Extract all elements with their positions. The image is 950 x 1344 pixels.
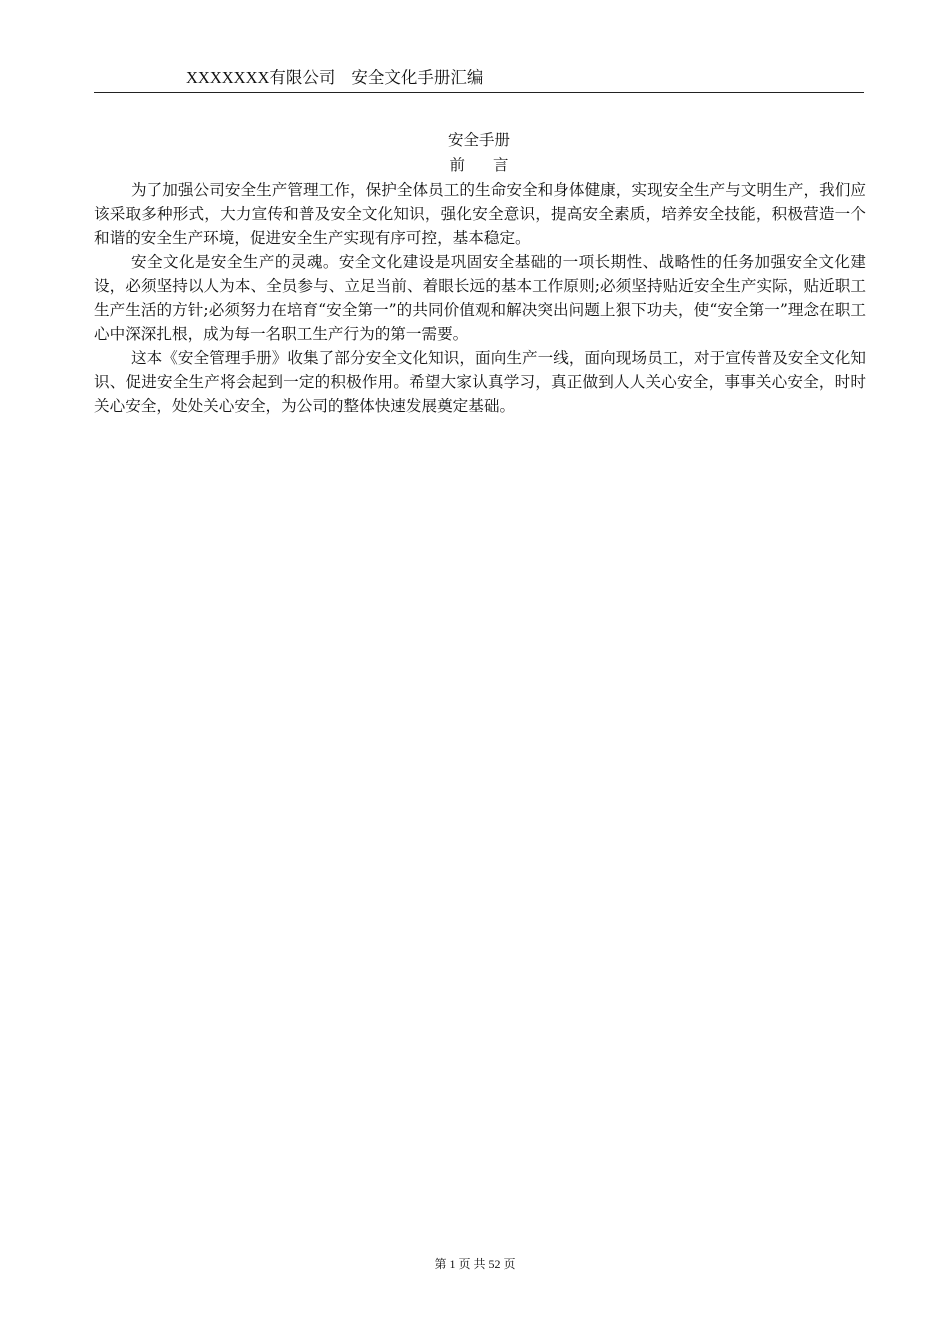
- page-number: 第 1 页 共 52 页: [434, 1257, 516, 1271]
- paragraph: 这本《安全管理手册》收集了部分安全文化知识，面向生产一线，面向现场员工，对于宣传普及安全文化知识、促进安全生产将会起到一定的积极作用。希望大家认真学习，真正做到人人关心安全，事事关心安全，时时关心安全，处处关心安全，为公司的整体快速发展奠定基础。: [94, 349, 866, 415]
- header-company: XXXXXXX有限公司: [186, 68, 336, 87]
- document-title: 安全手册: [447, 131, 510, 149]
- header-title: 安全文化手册汇编: [351, 68, 484, 87]
- document-subtitle: [94, 154, 864, 176]
- paragraph: 安全文化是安全生产的灵魂。安全文化建设是巩固安全基础的一项长期性、战略性的任务加强安全文化建设，必须坚持以人为本、全员参与、立足当前、着眼长远的基本工作原则;必须坚持贴近安全生产实际，贴近职工生产生活的方针;必须努力在培育“安全第一”的共同价值观和解决突出问题上狠下功夫，使“安全第一”理念在职工心中深深扎根，成为每一名职工生产行为的第一需要。: [94, 253, 866, 343]
- page-header: [94, 64, 864, 93]
- document-body: [94, 178, 866, 418]
- subtitle-left: 前: [449, 156, 465, 174]
- header-text: [186, 68, 483, 88]
- paragraph: 为了加强公司安全生产管理工作，保护全体员工的生命安全和身体健康，实现安全生产与文明生产，我们应该采取多种形式，大力宣传和普及安全文化知识，强化安全意识，提高安全素质，培养安全技能，积极营造一个和谐的安全生产环境，促进安全生产实现有序可控，基本稳定。: [94, 181, 866, 247]
- subtitle-right: 言: [493, 156, 509, 174]
